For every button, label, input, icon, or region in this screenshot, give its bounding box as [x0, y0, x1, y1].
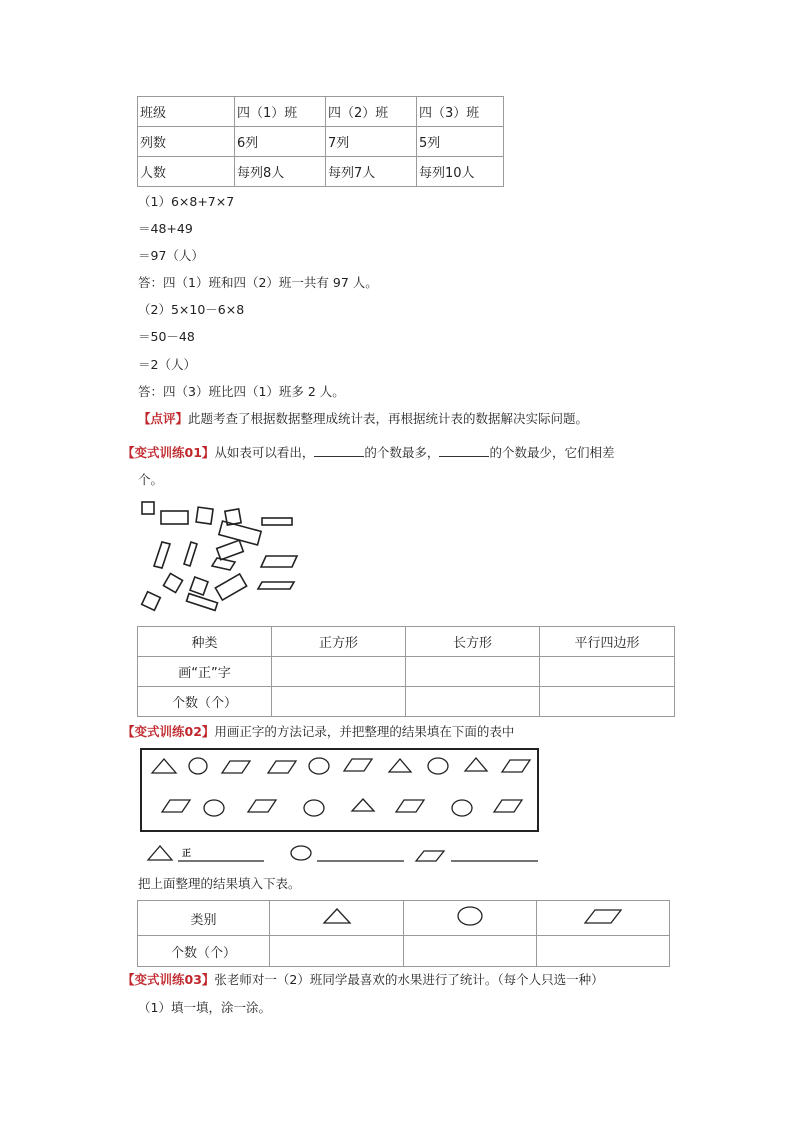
parallelogram-shape	[261, 556, 297, 567]
shape-category-table	[137, 900, 670, 967]
circle-shape	[452, 800, 472, 816]
triangle-shape	[465, 758, 487, 771]
triangle-shape	[389, 759, 411, 772]
answer-cell[interactable]	[537, 936, 670, 967]
table-cell	[270, 901, 404, 936]
table-row	[138, 687, 675, 717]
rectangle-shape	[215, 574, 246, 600]
table-cell: 个数（个）	[138, 687, 272, 717]
answer-cell[interactable]	[540, 687, 675, 717]
table-cell: 四（1）班	[235, 97, 326, 127]
parallelogram-shape	[154, 542, 170, 568]
table-row	[138, 127, 504, 157]
table-row	[138, 657, 675, 687]
triangle-icon	[148, 846, 172, 860]
class-table	[137, 96, 504, 187]
answer-cell[interactable]	[404, 936, 537, 967]
rectangle-shape	[186, 594, 217, 611]
parallelogram-shape	[494, 800, 522, 812]
exercise-01-question	[122, 443, 614, 461]
table-cell: 班级	[138, 97, 235, 127]
table-row	[138, 936, 670, 967]
square-shape	[190, 577, 208, 595]
solution-answer: 答：四（1）班和四（2）班一共有 97 人。	[138, 275, 378, 290]
tally-row	[146, 842, 542, 864]
parallelogram-shape	[222, 761, 250, 773]
parallelogram-shape	[502, 760, 530, 772]
circle-shape	[309, 758, 329, 774]
answer-cell[interactable]	[540, 657, 675, 687]
shapes-figure-01	[134, 496, 302, 618]
table-cell: 5列	[417, 127, 504, 157]
table-cell: 长方形	[406, 627, 540, 657]
table-cell: 正方形	[272, 627, 406, 657]
table-cell: 平行四边形	[540, 627, 675, 657]
circle-shape	[189, 758, 207, 774]
parallelogram-shape	[248, 800, 276, 812]
question-text: 用画正字的方法记录，并把整理的结果填在下面的表中	[214, 724, 515, 739]
exercise-tag: 【变式训练03】	[122, 972, 215, 987]
answer-blank[interactable]	[314, 444, 364, 457]
circle-shape	[428, 758, 448, 774]
answer-cell[interactable]	[406, 687, 540, 717]
answer-cell[interactable]	[272, 657, 406, 687]
triangle-shape	[152, 759, 176, 773]
comment-tag: 【点评】	[138, 411, 189, 426]
sub-question: （1）填一填，涂一涂。	[138, 1000, 271, 1015]
table-cell: 个数（个）	[138, 936, 270, 967]
solution-answer: 答：四（3）班比四（1）班多 2 人。	[138, 384, 345, 399]
table-cell: 每列7人	[326, 157, 417, 187]
table-cell: 画“正”字	[138, 657, 272, 687]
solution-line: ＝97（人）	[138, 248, 204, 263]
table-cell: 四（2）班	[326, 97, 417, 127]
table-cell: 四（3）班	[417, 97, 504, 127]
parallelogram-shape	[396, 800, 424, 812]
solution-line: （1）6×8+7×7	[138, 194, 235, 209]
circle-shape	[204, 800, 224, 816]
exercise-03-question	[122, 970, 604, 988]
table-row	[138, 157, 504, 187]
circle-shape	[304, 800, 324, 816]
table-cell: 6列	[235, 127, 326, 157]
exercise-02-question	[122, 722, 514, 740]
solution-line: ＝2（人）	[138, 357, 196, 372]
table-cell: 类别	[138, 901, 270, 936]
square-shape	[196, 507, 213, 524]
table-row	[138, 627, 675, 657]
solution-line: （2）5×10－6×8	[138, 302, 245, 317]
answer-cell[interactable]	[270, 936, 404, 967]
square-shape	[163, 573, 182, 592]
shapes-figure-02	[138, 748, 540, 834]
answer-cell[interactable]	[272, 687, 406, 717]
triangle-icon	[322, 907, 352, 925]
square-shape	[142, 592, 161, 611]
parallelogram-shape	[258, 582, 294, 589]
question-text: 从如表可以看出，	[214, 445, 315, 460]
table-cell: 每列8人	[235, 157, 326, 187]
parallelogram-shape	[184, 542, 197, 566]
question-text: 个。	[138, 472, 164, 487]
parallelogram-shape	[268, 761, 296, 773]
rectangle-shape	[161, 511, 188, 524]
answer-blank[interactable]	[439, 444, 489, 457]
table-cell: 7列	[326, 127, 417, 157]
question-text: 的个数最少，它们相差	[489, 445, 615, 460]
solution-line: ＝50－48	[138, 329, 195, 344]
square-shape	[225, 509, 241, 525]
instruction-text: 把上面整理的结果填入下表。	[138, 876, 301, 891]
rectangle-shape	[217, 540, 244, 559]
table-cell: 种类	[138, 627, 272, 657]
table-row	[138, 901, 670, 936]
table-cell: 人数	[138, 157, 235, 187]
exercise-tag: 【变式训练02】	[122, 724, 215, 739]
parallelogram-icon	[583, 907, 623, 925]
table-row	[138, 97, 504, 127]
question-text: 张老师对一（2）班同学最喜欢的水果进行了统计。（每个人只选一种）	[214, 972, 604, 987]
parallelogram-shape	[212, 558, 235, 570]
triangle-shape	[352, 799, 374, 811]
comment	[138, 409, 588, 427]
answer-cell[interactable]	[406, 657, 540, 687]
exercise-tag: 【变式训练01】	[122, 445, 215, 460]
table-cell	[404, 901, 537, 936]
question-text: 的个数最多，	[364, 445, 440, 460]
table-cell: 列数	[138, 127, 235, 157]
table-cell: 每列10人	[417, 157, 504, 187]
square-shape	[142, 502, 154, 514]
parallelogram-shape	[162, 800, 190, 812]
comment-text: 此题考查了根据数据整理成统计表，再根据统计表的数据解决实际问题。	[188, 411, 589, 426]
circle-icon	[291, 846, 311, 860]
table-cell	[537, 901, 670, 936]
circle-icon	[455, 906, 485, 926]
parallelogram-shape	[344, 759, 372, 771]
solution-line: ＝48+49	[138, 221, 193, 236]
parallelogram-icon	[416, 851, 444, 861]
shape-count-table	[137, 626, 675, 717]
tally-mark: 正	[182, 849, 192, 859]
rectangle-shape	[262, 518, 292, 525]
